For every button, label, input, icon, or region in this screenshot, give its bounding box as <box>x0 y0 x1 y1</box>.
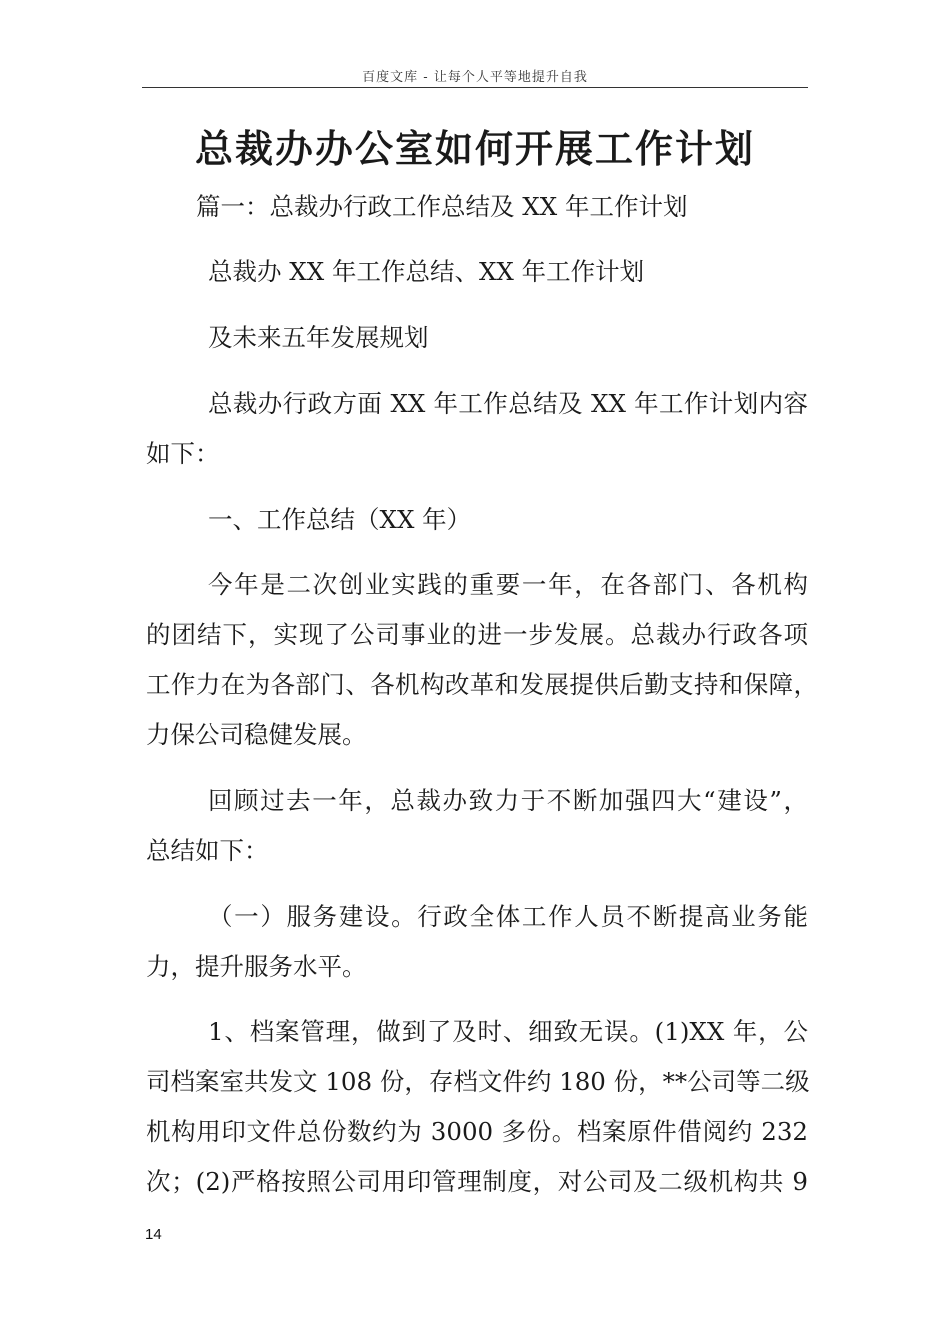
page-number: 14 <box>145 1226 162 1243</box>
section-heading: 一、工作总结（XX 年） <box>208 505 472 534</box>
paragraph-line: 力保公司稳健发展。 <box>146 720 367 749</box>
paragraph-line: 1、档案管理，做到了及时、细致无误。(1)XX 年，公 <box>208 1017 808 1046</box>
paragraph-line: 今年是二次创业实践的重要一年，在各部门、各机构 <box>208 570 808 599</box>
header-text: 百度文库 - 让每个人平等地提升自我 <box>362 70 588 85</box>
paragraph-line: 司档案室共发文 108 份，存档文件约 180 份，**公司等二级 <box>146 1067 810 1096</box>
paragraph-line: 次；(2)严格按照公司用印管理制度，对公司及二级机构共 9 <box>146 1167 808 1196</box>
section-heading: 篇一：总裁办行政工作总结及 XX 年工作计划 <box>196 192 688 221</box>
paragraph-line: 机构用印文件总份数约为 3000 多份。档案原件借阅约 232 <box>146 1117 808 1146</box>
subheading-line: 总裁办 XX 年工作总结、XX 年工作计划 <box>208 257 645 286</box>
header-divider <box>142 87 808 88</box>
subheading-line: 及未来五年发展规划 <box>208 323 429 352</box>
paragraph-line: 的团结下，实现了公司事业的进一步发展。总裁办行政各项 <box>146 620 808 649</box>
paragraph-line: 如下： <box>146 439 220 468</box>
paragraph-line: 回顾过去一年，总裁办致力于不断加强四大“建设”， <box>208 786 808 815</box>
paragraph-line: 总裁办行政方面 XX 年工作总结及 XX 年工作计划内容 <box>208 389 808 418</box>
paragraph-line: 力，提升服务水平。 <box>146 952 367 981</box>
paragraph-line: 总结如下： <box>146 836 269 865</box>
document-title: 总裁办办公室如何开展工作计划 <box>194 126 755 171</box>
paragraph-line: 工作力在为各部门、各机构改革和发展提供后勤支持和保障， <box>146 670 818 699</box>
paragraph-line: （一）服务建设。行政全体工作人员不断提高业务能 <box>208 902 808 931</box>
